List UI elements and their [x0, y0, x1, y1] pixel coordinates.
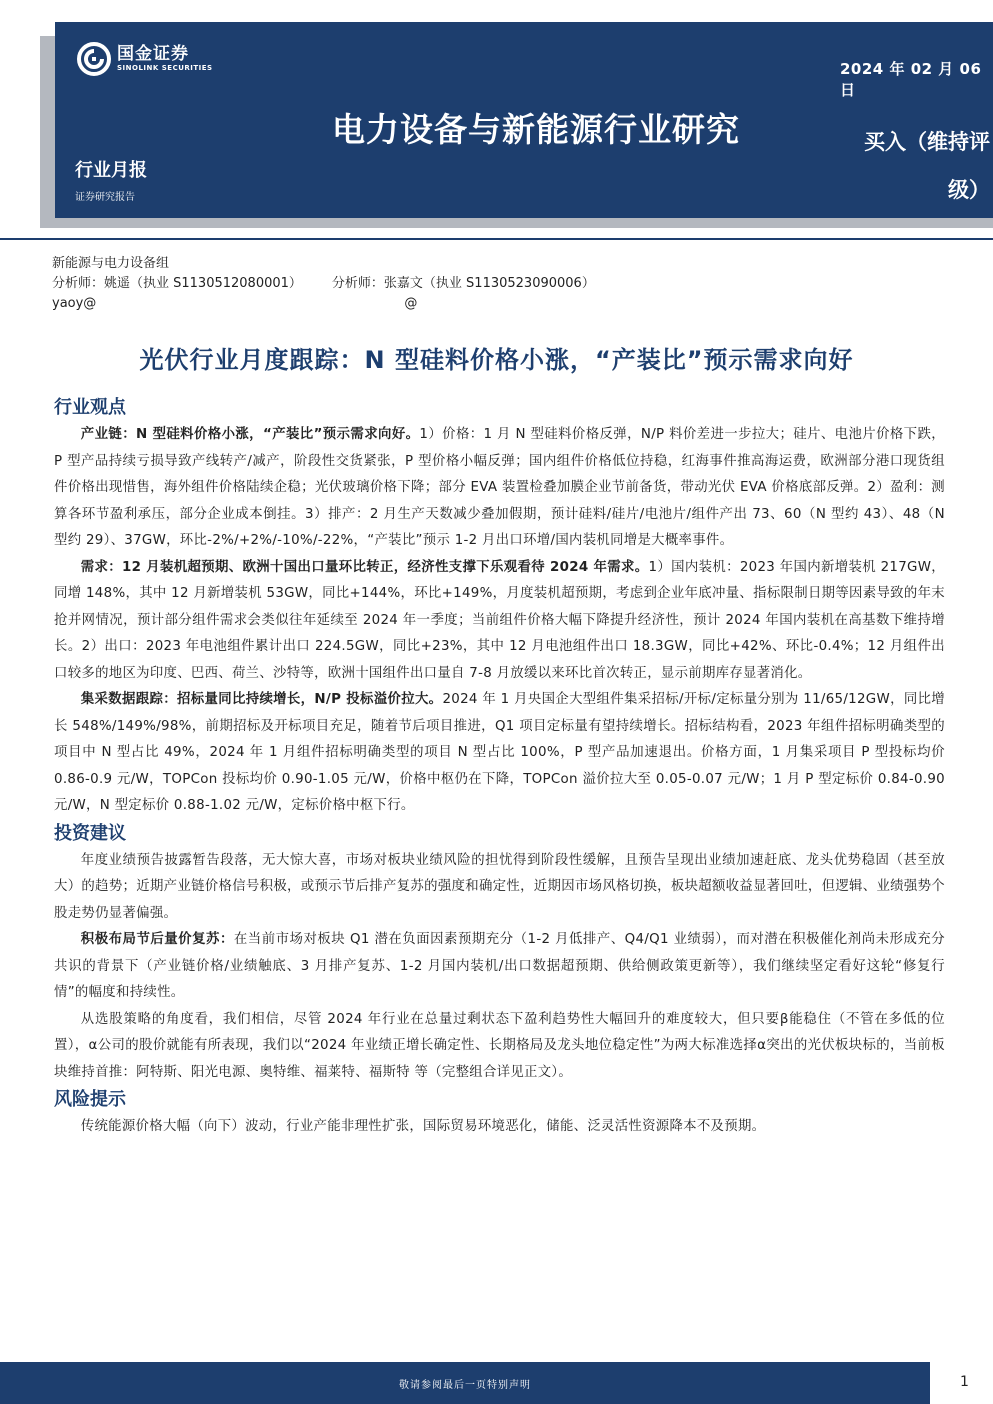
- report-title: 电力设备与新能源行业研究: [332, 110, 740, 149]
- report-subtitle: 证券研究报告: [75, 192, 135, 203]
- sinolink-logo-icon: [77, 42, 111, 76]
- footer-disclaimer: 敬请参阅最后一页特别声明: [399, 1380, 531, 1391]
- paragraph-stock-picking: 从选股策略的角度看，我们相信，尽管 2024 年行业在总量过剩状态下盈利趋势性大幅回升的难度较大，但只要β能稳住（不管在多低的位置），α公司的股价就能有所表现，我们以“2024 年业绩正增长确定性、长期格局及龙头地位稳定性”为两大标准选择α突出的光伏板块标的，当前板块维持首推：阿特斯、阳光电源、奥特维、福莱特、福斯特 等（完整组合详见正文）。: [54, 1011, 945, 1080]
- page-number: 1: [960, 1374, 969, 1390]
- paragraph-recovery: 积极布局节后量价复苏：在当前市场对板块 Q1 潜在负面因素预期充分（1-2 月低排产、Q4/Q1 业绩弱），而对潜在积极催化剂尚未形成充分共识的背景下（产业链价格/业绩触底、3 月排产复苏、1-2 月国内装机/出口数据超预期、供给侧政策更新等），我们继续坚定看好这轮“修复行情”的幅度和持续性。: [54, 932, 945, 1000]
- logo-cn-text: 国金证券: [117, 44, 189, 64]
- paragraph-earnings: 年度业绩预告披露暂告段落，无大惊大喜，市场对板块业绩风险的担忧得到阶段性缓解，且预告呈现出业绩加速赶底、龙头优势稳固（甚至放大）的趋势；近期产业链价格信号积极，或预示节后排产复苏的强度和确定性，近期因市场风格切换，板块超额收益显著回吐，但逻辑、业绩强势个股走势仍显著偏强。: [54, 852, 945, 921]
- section-heading-risk: 风险提示: [54, 1089, 126, 1110]
- section-heading-invest: 投资建议: [54, 822, 126, 844]
- paragraph-procurement: 集采数据跟踪：招标量同比持续增长，N/P 投标溢价拉大。2024 年 1 月央国企大型组件集采招标/开标/定标量分别为 11/65/12GW，同比增长 548%/149%/98%，前期招标及开标项目充足，随着节后项目推进，Q1 项目定标量有望持续增长。招标结构看，2023 年组件招标明确类型的项目中 N 型占比 49%，2024 年 1 月组件招标明确类型的项目 N 型占比 100%，P 型产品加速退出。价格方面，1 月集采项目 P 型投标均价 0.86-0.9 元/W，TOPCon 投标均价 0.90-1.05 元/W，价格中枢仍在下降，TOPCon 溢价拉大至 0.05-0.07 元/W；1 月 P 型定标价 0.84-0.90 元/W，N 型定标价 0.88-1.02 元/W，定标价格中枢下行。: [54, 692, 945, 813]
- section-heading-view: 行业观点: [54, 397, 126, 418]
- report-date: 2024 年 02 月 06 日: [840, 60, 982, 99]
- report-type: 行业月报: [75, 160, 147, 181]
- analyst-1: 分析师：姚遥（执业 S1130512080001）: [52, 276, 302, 291]
- analyst-group: 新能源与电力设备组: [52, 256, 170, 271]
- rating-badge: 买入（维持评级）: [864, 130, 990, 202]
- report-header: [55, 22, 993, 218]
- logo-en-text: SINOLINK SECURITIES: [117, 64, 213, 72]
- analyst-1-email[interactable]: yaoy@: [52, 296, 97, 311]
- paragraph-supply-chain: 产业链：N 型硅料价格小涨，“产装比”预示需求向好。1）价格：1 月 N 型硅料价格反弹，N/P 料价差进一步拉大；硅片、电池片价格下跌，P 型产品持续亏损导致产线转产/减产，阶段性交货紧张，P 型价格小幅反弹；国内组件价格低位持稳，红海事件推高海运费，欧洲部分港口现货组件价格出现惜售，海外组件价格陆续企稳；光伏玻璃价格下降；部分 EVA 装置检叠加膜企业节前备货，带动光伏 EVA 价格底部反弹。2）盈利：测算各环节盈利承压，部分企业成本倒挂。3）排产：2 月生产天数减少叠加假期，预计硅料/硅片/电池片/组件产出 73、60（N 型约 43）、48（N 型约 29）、37GW，环比-2%/+2%/-10%/-22%，“产装比”预示 1-2 月出口环增/国内装机同增是大概率事件。: [54, 427, 945, 548]
- main-title: 光伏行业月度跟踪：N 型硅料价格小涨，“产装比”预示需求向好: [139, 346, 854, 374]
- analyst-2-email[interactable]: @: [404, 296, 418, 311]
- paragraph-demand: 需求：12 月装机超预期、欧洲十国出口量环比转正，经济性支撑下乐观看待 2024 年需求。1）国内装机：2023 年国内新增装机 217GW，同增 148%，其中 12 月新增装机 53GW，同比+144%，环比+149%，月度装机超预期，考虑到企业年底冲量、指标限制日期等因素导致的年末抢并网情况，预计部分组件需求会类似往年延续至 2024 年一季度；当前组件价格大幅下降提升经济性，预计 2024 年国内装机在高基数下维持增长。2）出口：2023 年电池组件累计出口 224.5GW，同比+23%，其中 12 月电池组件出口 18.3GW，同比+42%、环比-0.4%；12 月组件出口较多的地区为印度、巴西、荷兰、沙特等，欧洲十国组件出口量自 7-8 月放缓以来环比首次转正，显示前期库存显著消化。: [54, 559, 945, 681]
- header-divider: [0, 238, 993, 240]
- company-logo: [77, 42, 213, 76]
- analyst-block: [52, 254, 595, 314]
- analyst-2: 分析师：张嘉文（执业 S1130523090006）: [331, 276, 595, 291]
- paragraph-risk: 传统能源价格大幅（向下）波动，行业产能非理性扩张，国际贸易环境恶化，储能、泛灵活性资源降本不及预期。: [80, 1119, 766, 1134]
- report-body: [54, 394, 945, 1141]
